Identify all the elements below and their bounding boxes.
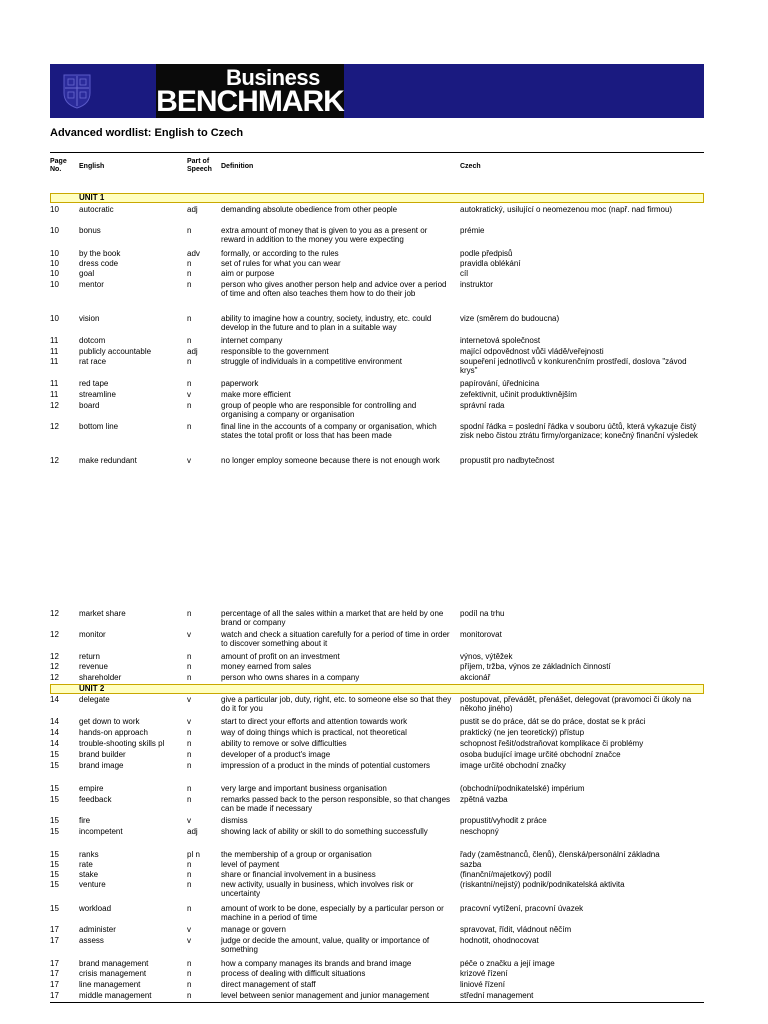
part-of-speech-cell: v [187, 936, 191, 945]
page-no-cell: 17 [50, 925, 59, 934]
english-term-cell: feedback [79, 796, 112, 804]
definition-cell: set of rules for what you can wear [221, 259, 341, 268]
part-of-speech-cell: n [187, 226, 192, 235]
english-term-cell: revenue [79, 663, 108, 671]
unit-header: UNIT 2 [50, 684, 704, 694]
part-of-speech-cell: n [187, 280, 192, 289]
page-no-cell: 12 [50, 401, 59, 410]
english-term-cell: shareholder [79, 674, 122, 682]
part-of-speech-cell: n [187, 870, 192, 879]
english-term-cell: get down to work [79, 718, 140, 726]
part-of-speech-cell: n [187, 761, 192, 770]
czech-translation-cell: podle předpisů [460, 249, 513, 258]
part-of-speech-cell: v [187, 717, 191, 726]
page-no-cell: 10 [50, 205, 59, 214]
part-of-speech-cell: n [187, 795, 192, 804]
definition-cell: final line in the accounts of a company or organisation, which states the total profit or loss that has been made [221, 422, 437, 440]
definition-cell: paperwork [221, 379, 259, 388]
definition-cell: new activity, usually in business, which involves risk or uncertainty [221, 880, 414, 898]
definition-cell: judge or decide the amount, value, quality or importance of something [221, 936, 430, 954]
brand-bottom-text: BENCHMARK [156, 85, 344, 118]
page-no-cell: 15 [50, 816, 59, 825]
page-no-cell: 15 [50, 761, 59, 770]
page-no-cell: 10 [50, 226, 59, 235]
english-term-cell: brand management [79, 960, 149, 968]
english-term-cell: hands-on approach [79, 729, 148, 737]
header-definition: Definition [221, 163, 254, 170]
part-of-speech-cell: v [187, 390, 191, 399]
english-term-cell: board [79, 402, 100, 410]
definition-cell: level between senior management and junior management [221, 991, 430, 1000]
page-no-cell: 15 [50, 870, 59, 879]
part-of-speech-cell: n [187, 860, 192, 869]
czech-translation-cell: mající odpovědnost vůči vládě/veřejnosti [460, 347, 604, 356]
page-no-cell: 17 [50, 991, 59, 1000]
part-of-speech-cell: v [187, 630, 191, 639]
part-of-speech-cell: v [187, 456, 191, 465]
definition-cell: responsible to the government [221, 347, 329, 356]
definition-cell: person who owns shares in a company [221, 673, 360, 682]
part-of-speech-cell: adj [187, 347, 198, 356]
english-term-cell: publicly accountable [79, 348, 152, 356]
part-of-speech-cell: n [187, 401, 192, 410]
czech-translation-cell: příjem, tržba, výnos ze základních činností [460, 662, 611, 671]
english-term-cell: trouble-shooting skills pl [79, 740, 165, 748]
english-term-cell: brand builder [79, 751, 126, 759]
title-divider [50, 152, 704, 153]
part-of-speech-cell: n [187, 959, 192, 968]
definition-cell: person who gives another person help and advice over a period of time and often also teaches them how to do their job [221, 280, 447, 298]
english-term-cell: ranks [79, 851, 99, 859]
czech-translation-cell: střední management [460, 991, 534, 1000]
brand-logo [156, 64, 344, 118]
czech-translation-cell: zpětná vazba [460, 795, 508, 804]
page-no-cell: 12 [50, 456, 59, 465]
english-term-cell: vision [79, 315, 100, 323]
part-of-speech-cell: n [187, 662, 192, 671]
definition-cell: ability to imagine how a country, society, industry, etc. could develop in the future and to plan in a suitable way [221, 314, 432, 332]
english-term-cell: bonus [79, 227, 101, 235]
page-no-cell: 15 [50, 880, 59, 889]
brand-banner [50, 64, 704, 118]
part-of-speech-cell: n [187, 728, 192, 737]
page-no-cell: 12 [50, 630, 59, 639]
definition-cell: way of doing things which is practical, not theoretical [221, 728, 407, 737]
english-term-cell: streamline [79, 391, 116, 399]
english-term-cell: empire [79, 785, 104, 793]
english-term-cell: brand image [79, 762, 124, 770]
page-no-cell: 15 [50, 784, 59, 793]
header-english: English [79, 163, 105, 170]
czech-translation-cell: prémie [460, 226, 485, 235]
czech-translation-cell: osoba budující image určité obchodní značce [460, 750, 621, 759]
part-of-speech-cell: adj [187, 827, 198, 836]
english-term-cell: rate [79, 861, 93, 869]
czech-translation-cell: výnos, výtěžek [460, 652, 513, 661]
part-of-speech-cell: n [187, 336, 192, 345]
english-term-cell: return [79, 653, 100, 661]
czech-translation-cell: postupovat, převádět, přenášet, delegovat (pravomoci či úkoly na někoho jiného) [460, 695, 692, 713]
page-no-cell: 12 [50, 673, 59, 682]
page-no-cell: 11 [50, 336, 59, 345]
definition-cell: share or financial involvement in a business [221, 870, 376, 879]
english-term-cell: rat race [79, 358, 107, 366]
part-of-speech-cell: n [187, 259, 192, 268]
part-of-speech-cell: n [187, 784, 192, 793]
czech-translation-cell: instruktor [460, 280, 493, 289]
english-term-cell: goal [79, 270, 95, 278]
page-no-cell: 10 [50, 280, 59, 289]
part-of-speech-cell: n [187, 314, 192, 323]
english-term-cell: bottom line [79, 423, 119, 431]
definition-cell: dismiss [221, 816, 248, 825]
english-term-cell: administer [79, 926, 116, 934]
university-crest-icon [62, 73, 92, 109]
header-czech: Czech [460, 163, 481, 170]
part-of-speech-cell: n [187, 609, 192, 618]
czech-translation-cell: pustit se do práce, dát se do práce, dostat se k práci [460, 717, 646, 726]
page-no-cell: 14 [50, 695, 59, 704]
czech-translation-cell: vize (směrem do budoucna) [460, 314, 560, 323]
czech-translation-cell: spodní řádka = poslední řádka v souboru účtů, která vykazuje čistý zisk nebo čistou ztrátu firmy/organizace; konečný finanční výsledek [460, 422, 698, 440]
page-no-cell: 10 [50, 314, 59, 323]
czech-translation-cell: (riskantní/nejistý) podnik/podnikatelská aktivita [460, 880, 625, 889]
part-of-speech-cell: n [187, 880, 192, 889]
part-of-speech-cell: n [187, 422, 192, 431]
definition-cell: direct management of staff [221, 980, 316, 989]
table-bottom-border [50, 1002, 704, 1003]
page-no-cell: 15 [50, 860, 59, 869]
part-of-speech-cell: adj [187, 205, 198, 214]
header-pos: Part of Speech [187, 158, 212, 173]
definition-cell: developer of a product's image [221, 750, 331, 759]
english-term-cell: monitor [79, 631, 106, 639]
definition-cell: extra amount of money that is given to you as a present or reward in addition to the money you were expecting [221, 226, 428, 244]
page-no-cell: 15 [50, 795, 59, 804]
page-no-cell: 12 [50, 609, 59, 618]
document-title: Advanced wordlist: English to Czech [50, 127, 244, 139]
page-no-cell: 10 [50, 249, 59, 258]
czech-translation-cell: podíl na trhu [460, 609, 505, 618]
definition-cell: start to direct your efforts and attention towards work [221, 717, 408, 726]
page-no-cell: 15 [50, 850, 59, 859]
definition-cell: the membership of a group or organisation [221, 850, 372, 859]
czech-translation-cell: pravidla oblékání [460, 259, 521, 268]
czech-translation-cell: hodnotit, ohodnocovat [460, 936, 539, 945]
unit-header: UNIT 1 [50, 193, 704, 203]
page-no-cell: 17 [50, 980, 59, 989]
definition-cell: manage or govern [221, 925, 286, 934]
czech-translation-cell: autokratický, usilující o neomezenou moc (např. nad firmou) [460, 205, 673, 214]
brand-top-text: Business [226, 65, 320, 90]
czech-translation-cell: image určité obchodní značky [460, 761, 566, 770]
page-no-cell: 17 [50, 969, 59, 978]
page-no-cell: 14 [50, 717, 59, 726]
part-of-speech-cell: n [187, 969, 192, 978]
part-of-speech-cell: adv [187, 249, 200, 258]
definition-cell: no longer employ someone because there is not enough work [221, 456, 440, 465]
page-no-cell: 10 [50, 259, 59, 268]
definition-cell: make more efficient [221, 390, 291, 399]
page-no-cell: 11 [50, 357, 59, 366]
english-term-cell: delegate [79, 696, 110, 704]
czech-translation-cell: řady (zaměstnanců, členů), členská/personální základna [460, 850, 660, 859]
part-of-speech-cell: n [187, 673, 192, 682]
czech-translation-cell: propustit/vyhodit z práce [460, 816, 547, 825]
definition-cell: struggle of individuals in a competitive environment [221, 357, 402, 366]
page-no-cell: 11 [50, 379, 59, 388]
czech-translation-cell: správní rada [460, 401, 505, 410]
definition-cell: watch and check a situation carefully for a period of time in order to discover something about it [221, 630, 450, 648]
page-no-cell: 10 [50, 269, 59, 278]
english-term-cell: crisis management [79, 970, 147, 978]
header-page: Page No. [50, 158, 67, 173]
page-no-cell: 15 [50, 904, 59, 913]
page-no-cell: 14 [50, 739, 59, 748]
definition-cell: impression of a product in the minds of potential customers [221, 761, 430, 770]
definition-cell: give a particular job, duty, right, etc. to someone else so that they do it for you [221, 695, 452, 713]
part-of-speech-cell: n [187, 750, 192, 759]
definition-cell: aim or purpose [221, 269, 275, 278]
czech-translation-cell: sazba [460, 860, 482, 869]
part-of-speech-cell: n [187, 269, 192, 278]
english-term-cell: red tape [79, 380, 109, 388]
part-of-speech-cell: n [187, 357, 192, 366]
czech-translation-cell: pracovní vytížení, pracovní úvazek [460, 904, 584, 913]
part-of-speech-cell: n [187, 652, 192, 661]
english-term-cell: incompetent [79, 828, 123, 836]
czech-translation-cell: zefektivnit, učinit produktivnějším [460, 390, 577, 399]
part-of-speech-cell: n [187, 904, 192, 913]
english-term-cell: assess [79, 937, 104, 945]
english-term-cell: dress code [79, 260, 119, 268]
czech-translation-cell: (obchodní/podnikatelské) impérium [460, 784, 585, 793]
czech-translation-cell: monitorovat [460, 630, 502, 639]
page-no-cell: 11 [50, 347, 59, 356]
definition-cell: amount of work to be done, especially by a particular person or machine in a period of time [221, 904, 444, 922]
part-of-speech-cell: n [187, 739, 192, 748]
part-of-speech-cell: pl n [187, 850, 200, 859]
czech-translation-cell: soupeření jednotlivců v konkurenčním prostředí, doslova "závod krys" [460, 357, 687, 375]
definition-cell: group of people who are responsible for controlling and organising a company or organisation [221, 401, 417, 419]
czech-translation-cell: liniové řízení [460, 980, 505, 989]
english-term-cell: autocratic [79, 206, 114, 214]
part-of-speech-cell: n [187, 991, 192, 1000]
part-of-speech-cell: v [187, 816, 191, 825]
english-term-cell: mentor [79, 281, 104, 289]
page-no-cell: 17 [50, 959, 59, 968]
definition-cell: formally, or according to the rules [221, 249, 339, 258]
czech-translation-cell: internetová společnost [460, 336, 541, 345]
definition-cell: amount of profit on an investment [221, 652, 340, 661]
definition-cell: demanding absolute obedience from other people [221, 205, 398, 214]
page-no-cell: 12 [50, 662, 59, 671]
definition-cell: very large and important business organisation [221, 784, 387, 793]
czech-translation-cell: propustit pro nadbytečnost [460, 456, 555, 465]
czech-translation-cell: schopnost řešit/odstraňovat komplikace či problémy [460, 739, 644, 748]
czech-translation-cell: krizové řízení [460, 969, 508, 978]
english-term-cell: fire [79, 817, 91, 825]
definition-cell: showing lack of ability or skill to do something successfully [221, 827, 428, 836]
part-of-speech-cell: v [187, 925, 191, 934]
definition-cell: process of dealing with difficult situations [221, 969, 366, 978]
czech-translation-cell: papírování, úřednicina [460, 379, 540, 388]
part-of-speech-cell: n [187, 379, 192, 388]
definition-cell: ability to remove or solve difficulties [221, 739, 347, 748]
czech-translation-cell: akcionář [460, 673, 491, 682]
definition-cell: percentage of all the sales within a market that are held by one brand or company [221, 609, 444, 627]
czech-translation-cell: péče o značku a její image [460, 959, 555, 968]
english-term-cell: make redundant [79, 457, 137, 465]
definition-cell: how a company manages its brands and brand image [221, 959, 412, 968]
english-term-cell: line management [79, 981, 141, 989]
english-term-cell: by the book [79, 250, 121, 258]
page-no-cell: 15 [50, 827, 59, 836]
czech-translation-cell: cíl [460, 269, 468, 278]
definition-cell: internet company [221, 336, 283, 345]
czech-translation-cell: praktický (ne jen teoretický) přístup [460, 728, 585, 737]
page-no-cell: 11 [50, 390, 59, 399]
page-no-cell: 15 [50, 750, 59, 759]
english-term-cell: middle management [79, 992, 152, 1000]
czech-translation-cell: (finanční/majetkový) podíl [460, 870, 552, 879]
english-term-cell: market share [79, 610, 126, 618]
page-no-cell: 12 [50, 652, 59, 661]
part-of-speech-cell: v [187, 695, 191, 704]
part-of-speech-cell: n [187, 980, 192, 989]
english-term-cell: workload [79, 905, 112, 913]
definition-cell: remarks passed back to the person responsible, so that changes can be made if necessary [221, 795, 451, 813]
page-no-cell: 14 [50, 728, 59, 737]
czech-translation-cell: neschopný [460, 827, 499, 836]
page-no-cell: 12 [50, 422, 59, 431]
english-term-cell: dotcom [79, 337, 106, 345]
definition-cell: money earned from sales [221, 662, 312, 671]
english-term-cell: venture [79, 881, 106, 889]
czech-translation-cell: spravovat, řídit, vládnout něčím [460, 925, 572, 934]
definition-cell: level of payment [221, 860, 280, 869]
page-no-cell: 17 [50, 936, 59, 945]
english-term-cell: stake [79, 871, 99, 879]
